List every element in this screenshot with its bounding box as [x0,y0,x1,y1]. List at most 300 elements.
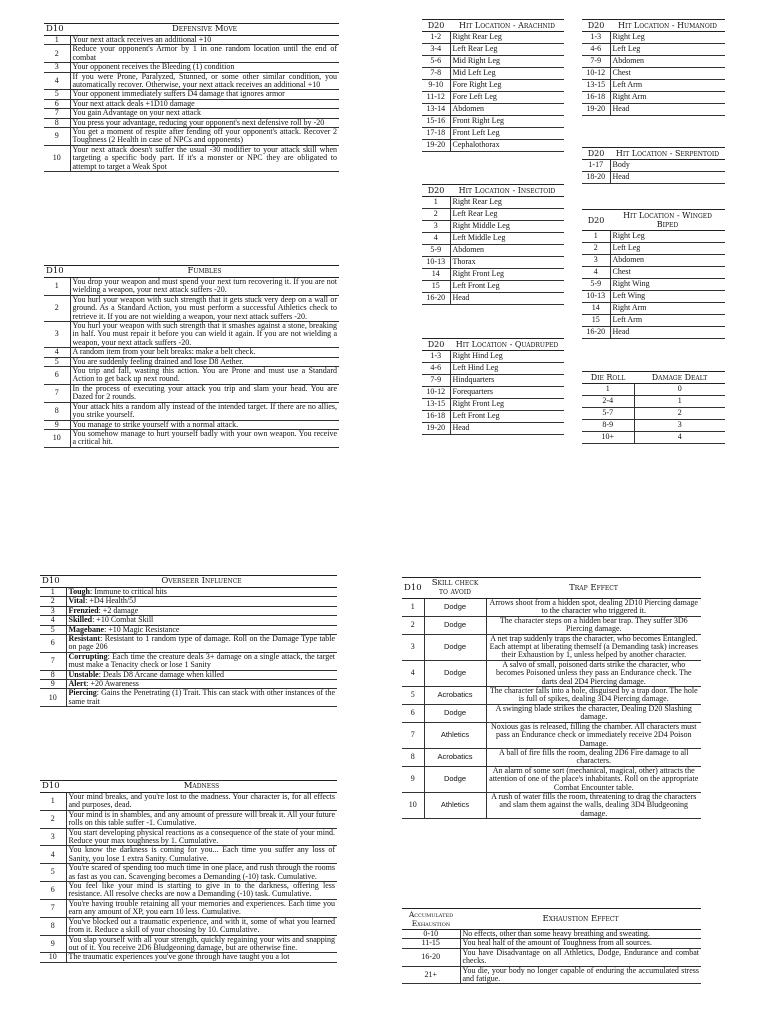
madness-table [40,780,337,963]
roll-cell: 19-20 [422,423,450,435]
result-cell: Chest [610,68,725,80]
roll-cell: 5 [44,90,70,99]
effect-cell: A net trap suddenly traps the character, who becomes Entangled. Each attempt at liberating themself (a Demanding task) increases their Exhaustion by 1, unless helped by another character. [486,634,701,660]
roll-cell: 13-15 [422,399,450,411]
table-row [582,32,725,44]
roll-cell: 16-20 [402,948,460,966]
table-row [422,233,564,245]
roll-cell: 13-15 [582,80,610,92]
result-cell: Left Middle Leg [450,233,564,245]
hit-location-insectoid-table [422,184,564,305]
result-cell: 3 [634,420,725,432]
result-cell: You have Disadvantage on all Athletics, Dodge, Endurance and combat checks. [460,948,701,966]
effect-cell: The character steps on a hidden bear trap. They suffer 3D6 Piercing damage. [486,616,701,634]
result-name: Piercing [68,688,97,698]
table-row [44,72,339,90]
roll-cell: 14 [582,303,610,315]
result-cell: Right Rear Leg [450,32,564,44]
roll-cell: 7 [44,384,70,402]
roll-cell: 8 [44,118,70,127]
result-cell: Your mind is in shambles, and any amount of pressure will break it. All your future rolls on this table suffer -1. Cumulative. [66,810,337,828]
col-header-location: Hit Location - Humanoid [610,20,725,32]
roll-cell: 2 [422,209,450,221]
result-cell: Right Leg [610,32,725,44]
col-header-trap-effect: Trap Effect [486,578,701,599]
roll-cell: 10+ [582,432,634,444]
roll-cell: 9 [40,680,66,689]
table-row [40,846,337,864]
result-cell: You're scared of spending too much time in one place, and rush through the rooms as fast as you can. Scavenging becomes a Demanding (-10) task. Cumulative. [66,864,337,882]
result-cell: Head [450,293,564,305]
result-name: Resistant [68,634,101,644]
roll-cell: 10-12 [422,387,450,399]
result-cell: You hurl your weapon with such strength that it gets stuck very deep on a wall or ground. As a Standard Action, you must perform a successful Athletics check to retrieve it. If you are not wielding a weapon, your next attack suffers -20. [70,295,339,321]
skill-cell: Dodge [424,660,486,686]
result-cell: Fore Left Leg [450,92,564,104]
roll-cell: 17-18 [422,128,450,140]
result-cell: Left Front Leg [450,281,564,293]
roll-cell: 7 [44,109,70,118]
table-row [422,44,564,56]
roll-cell: 1-17 [582,160,610,172]
table-row [422,92,564,104]
col-header-die-roll: Die Roll [582,372,634,384]
roll-cell: 5-9 [582,279,610,291]
roll-cell: 3 [582,255,610,267]
table-row [40,689,337,707]
col-header-die: D10 [44,266,70,278]
result-cell [66,689,337,707]
result-cell: Chest [610,267,725,279]
result-cell: Head [610,172,725,184]
roll-cell: 7 [40,899,66,917]
table-row [44,63,339,72]
table-row [40,953,337,962]
result-cell: No effects, other than some heavy breathing and sweating. [460,930,701,939]
table-row [582,160,725,172]
result-cell: Right Hind Leg [450,351,564,363]
result-cell: Body [610,160,725,172]
table-row [422,104,564,116]
col-header-die: D20 [422,185,450,197]
table-row [402,687,701,705]
roll-cell: 18-20 [582,172,610,184]
col-header-die: D10 [44,24,70,36]
table-row [422,128,564,140]
roll-cell: 3 [44,322,70,348]
result-cell: Your attack hits a random ally instead of the intended target. If there are no allies, you strike yourself. [70,402,339,420]
table-row [44,429,339,447]
table-row [422,116,564,128]
roll-cell: 1 [44,278,70,296]
roll-cell: 10-13 [582,291,610,303]
result-cell: You know the darkness is coming for you... Each time you suffer any loss of Sanity, you lose 1 extra Sanity. Cumulative. [66,846,337,864]
result-cell: Right Front Leg [450,269,564,281]
roll-cell: 14 [422,269,450,281]
table-row [40,793,337,811]
table-row [582,267,725,279]
result-text: : +2 damage [98,605,139,615]
table-row [422,281,564,293]
table-row [40,864,337,882]
col-header-accumulated: Accumulated Exhaustion [402,909,460,930]
roll-cell: 5-9 [422,245,450,257]
table-row [44,322,339,348]
table-row [582,80,725,92]
table-row [402,966,701,984]
table-row [582,303,725,315]
roll-cell: 3 [40,606,66,615]
roll-cell: 15 [582,315,610,327]
table-row [402,722,701,748]
roll-cell: 13-14 [422,104,450,116]
skill-cell: Athletics [424,792,486,818]
roll-cell: 10 [44,145,70,171]
roll-cell: 1-2 [422,32,450,44]
result-cell: Fore Right Leg [450,80,564,92]
roll-cell: 1 [422,197,450,209]
hit-location-quadruped-table [422,338,564,435]
roll-cell: 4 [582,267,610,279]
table-row [582,68,725,80]
roll-cell: 4 [44,72,70,90]
skill-cell: Dodge [424,704,486,722]
skill-cell: Acrobatics [424,687,486,705]
roll-cell: 6 [402,704,424,722]
table-row [582,172,725,184]
roll-cell: 8 [40,917,66,935]
result-text: : +D4 Health/5J [85,596,137,606]
effect-cell: A swinging blade strikes the character, Dealing D20 Slashing damage. [486,704,701,722]
table-row [402,634,701,660]
roll-cell: 10 [40,689,66,707]
damage-dealt-table [582,371,725,444]
result-cell: You die, your body no longer capable of enduring the accumulated stress and fatigue. [460,966,701,984]
table-row [422,80,564,92]
table-row [44,295,339,321]
result-cell: Mid Right Leg [450,56,564,68]
table-row [40,810,337,828]
roll-cell: 5-7 [582,408,634,420]
table-row [422,221,564,233]
result-cell: You press your advantage, reducing your opponent's next defensive roll by -20 [70,118,339,127]
skill-cell: Dodge [424,634,486,660]
col-header-skill-check: Skill check to avoid [424,578,486,599]
effect-cell: The character falls into a hole, disguised by a trap door. The hole is full of spikes, dealing 3D4 Piercing damage. [486,687,701,705]
col-header-location: Hit Location - Arachnid [450,20,564,32]
col-header-location: Hit Location - Serpentoid [610,148,725,160]
result-cell: You slap yourself with all your strength, quickly regaining your wits and snapping out of it. You receive 2D6 Bludgeoning damage, but are otherwise fine. [66,935,337,953]
table-row [422,257,564,269]
result-cell: You are suddenly feeling drained and lose D8 Aether. [70,357,339,366]
roll-cell: 10 [402,792,424,818]
result-cell: Your next attack doesn't suffer the usual -30 modifier to your attack skill when targeting a specific body part. If it's a monster or NPC they are obligated to attempt to target a Weak Spot [70,145,339,171]
table-row [422,32,564,44]
table-row [422,363,564,375]
roll-cell: 3-4 [422,44,450,56]
result-cell: Right Wing [610,279,725,291]
result-cell: Right Arm [610,92,725,104]
table-row [582,279,725,291]
effect-cell: A ball of fire fills the room, dealing 2D6 Fire damage to all characters. [486,748,701,766]
table-row [44,45,339,63]
result-cell: Left Arm [610,80,725,92]
result-name: Alert [68,679,87,689]
result-cell: Right Arm [610,303,725,315]
table-row [582,44,725,56]
table-row [582,255,725,267]
table-row [44,384,339,402]
table-row [582,408,725,420]
result-name: Tough [68,587,90,596]
result-cell: Forequarters [450,387,564,399]
result-text: : Resistant to 1 random type of damage. Roll on the Damage Type table on page 206 [68,634,335,652]
hit-location-humanoid-table [582,19,725,116]
result-cell: You've blocked out a traumatic experience, and with it, some of what you learned from it. Reduce a skill of your choosing by 10. Cumulative. [66,917,337,935]
roll-cell: 16-20 [582,327,610,339]
result-cell: Your opponent receives the Bleeding (1) condition [70,63,339,72]
result-name: Magebane [68,624,105,634]
roll-cell: 4-6 [422,363,450,375]
roll-cell: 9 [40,935,66,953]
table-row [44,90,339,99]
roll-cell: 21+ [402,966,460,984]
table-row [44,128,339,146]
table-row [402,616,701,634]
overseer-influence-table [40,575,337,707]
table-row [40,882,337,900]
col-header-overseer: Overseer Influence [66,576,337,588]
result-text: : +10 Magic Resistance [104,624,180,634]
result-cell: You trip and fall, wasting this action. You are Prone and must use a Standard Action to get back up next round. [70,367,339,385]
roll-cell: 8 [402,748,424,766]
result-cell: Your next attack receives an additional +10 [70,36,339,45]
roll-cell: 16-20 [422,293,450,305]
result-text: : Deals D8 Arcane damage when killed [98,669,225,679]
table-row [582,243,725,255]
result-name: Corrupting [68,651,108,661]
roll-cell: 0-10 [402,930,460,939]
roll-cell: 1-3 [422,351,450,363]
result-cell: Reduce your opponent's Armor by 1 in one random location until the end of combat [70,45,339,63]
table-row [422,411,564,423]
result-name: Skilled [68,615,93,625]
table-row [402,704,701,722]
result-cell: 1 [634,396,725,408]
col-header-die: D10 [402,578,424,599]
table-row [40,899,337,917]
table-row [44,145,339,171]
result-cell: Your opponent immediately suffers D4 damage that ignores armor [70,90,339,99]
skill-cell: Acrobatics [424,748,486,766]
table-row [44,348,339,357]
result-cell: Head [610,104,725,116]
table-row [40,635,337,653]
roll-cell: 7-9 [422,375,450,387]
result-name: Frenzied [68,605,99,615]
table-row [422,399,564,411]
table-row [422,245,564,257]
result-cell [66,652,337,670]
roll-cell: 9-10 [422,80,450,92]
result-cell: Left Leg [610,44,725,56]
roll-cell: 19-20 [422,140,450,152]
roll-cell: 3 [44,63,70,72]
table-row [422,269,564,281]
table-row [422,387,564,399]
hit-location-serpentoid-table [582,147,725,184]
roll-cell: 16-18 [582,92,610,104]
roll-cell: 4 [422,233,450,245]
roll-cell: 1 [582,231,610,243]
table-row [582,396,725,408]
col-header-die: D20 [422,339,450,351]
roll-cell: 4 [40,616,66,625]
result-cell: Right Rear Leg [450,197,564,209]
result-cell: Abdomen [610,255,725,267]
col-header-die: D20 [582,148,610,160]
result-cell: Your next attack deals +1D10 damage [70,99,339,108]
result-name: Unstable [68,669,99,679]
table-row [402,939,701,948]
roll-cell: 1 [402,599,424,617]
roll-cell: 4 [40,846,66,864]
result-cell: Left Hind Leg [450,363,564,375]
roll-cell: 3 [402,634,424,660]
roll-cell: 6 [40,882,66,900]
table-row [402,599,701,617]
roll-cell: 2 [582,243,610,255]
result-cell: You start developing physical reactions as a consequence of the state of your mind. Reduce your max toughness by 1. Cumulative. [66,828,337,846]
result-text: : Gains the Penetrating (1) Trait. This can stack with other instances of the same trait [68,688,335,706]
table-row [582,315,725,327]
result-cell: Abdomen [450,104,564,116]
result-cell: Right Middle Leg [450,221,564,233]
col-header-die: D20 [582,210,610,231]
table-row [422,423,564,435]
result-cell: Right Front Leg [450,399,564,411]
roll-cell: 2 [44,45,70,63]
result-cell: The traumatic experiences you've gone through have taught you a lot [66,953,337,962]
result-text: : +10 Combat Skill [92,615,154,625]
table-row [44,402,339,420]
table-row [422,56,564,68]
result-cell: Thorax [450,257,564,269]
roll-cell: 10-13 [422,257,450,269]
col-header-damage: Damage Dealt [634,372,725,384]
result-cell: Left Arm [610,315,725,327]
roll-cell: 6 [40,635,66,653]
exhaustion-table [402,908,701,984]
result-cell: You're having trouble retaining all your memories and experiences. Each time you earn any amount of XP, you earn 10 less. Cumulative. [66,899,337,917]
effect-cell: A rush of water fills the room, threatening to drag the characters and slam them against the walls, dealing 3D4 Bludgeoning damage. [486,792,701,818]
roll-cell: 8 [40,670,66,679]
result-cell: Front Right Leg [450,116,564,128]
skill-cell: Athletics [424,722,486,748]
table-row [422,293,564,305]
roll-cell: 19-20 [582,104,610,116]
result-cell [66,635,337,653]
defensive-move-table [44,23,339,172]
fumbles-table [44,265,339,448]
result-cell: Left Rear Leg [450,209,564,221]
col-header-madness: Madness [66,781,337,793]
roll-cell: 6 [44,99,70,108]
result-cell: Your mind breaks, and you're lost to the madness. Your character is, for all effects and purposes, dead. [66,793,337,811]
effect-cell: An alarm of some sort (mechanical, magical, other) attracts the attention of one of the place's inhabitants. Roll on the appropriate Combat Encounter table. [486,766,701,792]
col-header-die: D20 [582,20,610,32]
table-row [40,652,337,670]
hit-location-winged-biped-table [582,209,725,339]
result-cell: Front Left Leg [450,128,564,140]
result-cell: Hindquarters [450,375,564,387]
result-cell: Right Leg [610,231,725,243]
roll-cell: 7-9 [582,56,610,68]
roll-cell: 3 [422,221,450,233]
roll-cell: 10 [44,429,70,447]
roll-cell: 10-12 [582,68,610,80]
table-row [422,375,564,387]
result-cell: Left Rear Leg [450,44,564,56]
result-text: : +20 Awareness [86,679,139,689]
table-row [582,432,725,444]
result-text: : Immune to critical hits [90,587,167,596]
roll-cell: 9 [44,128,70,146]
roll-cell: 2 [40,810,66,828]
result-text: : Each time the creature deals 3+ damage on a single attack, the target must make a Tenacity check or lose 1 Sanity [68,651,335,670]
result-cell: In the process of executing your attack you trip and slam your head. You are Dazed for 2 rounds. [70,384,339,402]
result-cell: You feel like your mind is starting to give in to the darkness, offering less resistance. All resolve checks are now a Demanding (-10) task. Cumulative. [66,882,337,900]
table-row [582,420,725,432]
result-cell: Left Front Leg [450,411,564,423]
roll-cell: 1 [582,384,634,396]
table-row [402,948,701,966]
roll-cell: 11-12 [422,92,450,104]
roll-cell: 1-3 [582,32,610,44]
roll-cell: 15 [422,281,450,293]
roll-cell: 1 [40,793,66,811]
roll-cell: 9 [44,420,70,429]
result-cell: 4 [634,432,725,444]
roll-cell: 5 [40,625,66,634]
roll-cell: 2 [40,597,66,606]
roll-cell: 7 [402,722,424,748]
result-name: Vital [68,596,86,606]
roll-cell: 9 [402,766,424,792]
roll-cell: 2 [44,295,70,321]
roll-cell: 3 [40,828,66,846]
table-row [582,92,725,104]
col-header-location: Hit Location - Winged Biped [610,210,725,231]
result-cell: You manage to strike yourself with a normal attack. [70,420,339,429]
roll-cell: 1 [44,36,70,45]
result-cell: 2 [634,408,725,420]
table-row [44,109,339,118]
result-cell: You get a moment of respite after fending off your opponent's attack. Recover 2 Toughness (2 Health in case of NPCs and opponents) [70,128,339,146]
table-row [402,748,701,766]
result-cell: Head [450,423,564,435]
result-cell: If you were Prone, Paralyzed, Stunned, or some other similar condition, you automatically recover. Otherwise, your next attack receives an additional +10 [70,72,339,90]
roll-cell: 7 [40,652,66,670]
table-row [422,68,564,80]
roll-cell: 2 [402,616,424,634]
table-row [422,351,564,363]
roll-cell: 6 [44,367,70,385]
table-row [40,828,337,846]
roll-cell: 8-9 [582,420,634,432]
roll-cell: 5 [402,687,424,705]
roll-cell: 5-6 [422,56,450,68]
